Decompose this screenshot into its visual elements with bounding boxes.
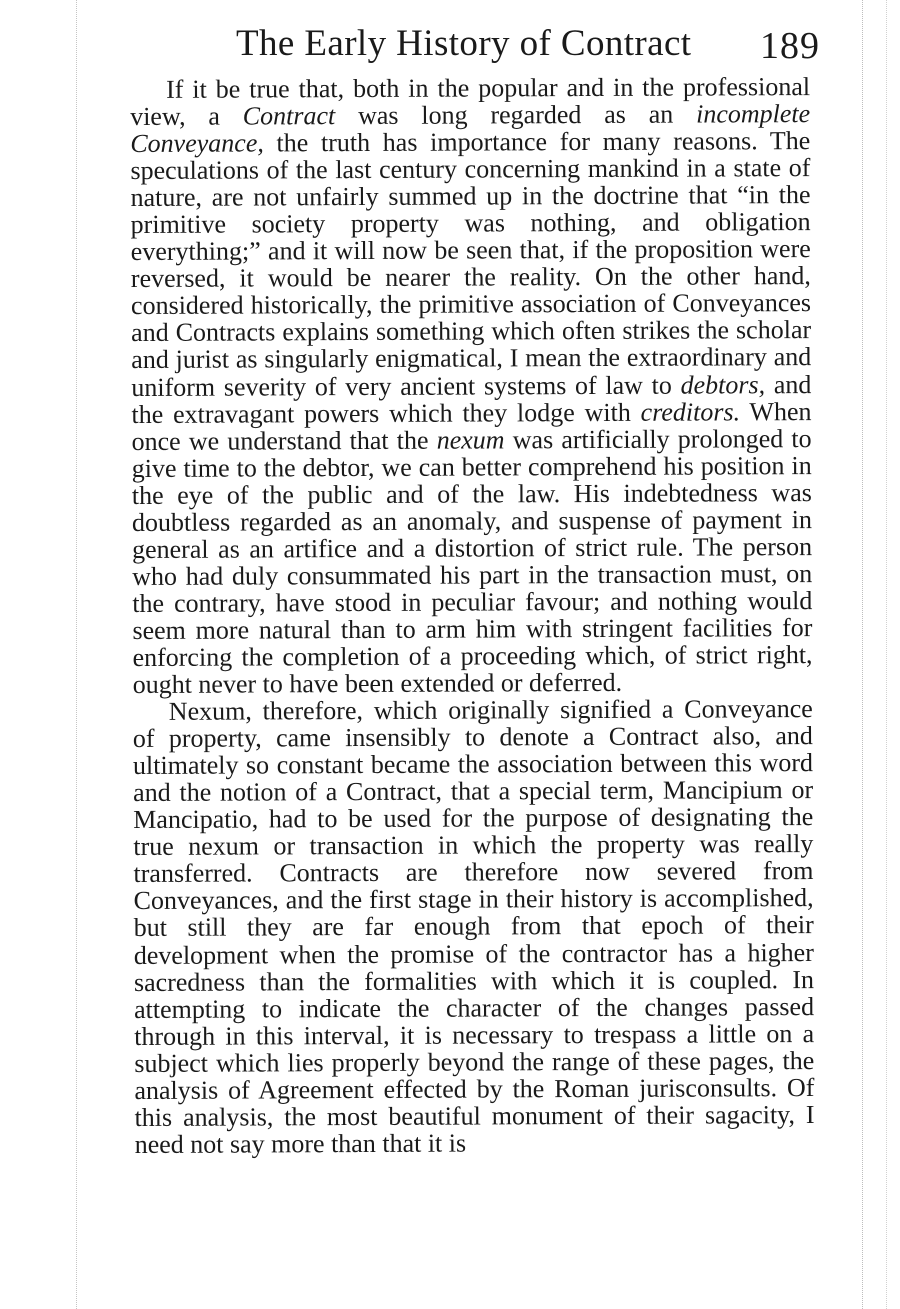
text-run: When once we understand that the	[131, 396, 812, 456]
italic-term: incomplete Conveyance,	[130, 99, 811, 159]
italic-term: nexum	[436, 424, 505, 455]
paragraph-2	[133, 695, 815, 1158]
text-run: was artificially prolonged to give time to the debtor, we can better comprehend his position in the eye of the public and of the law. His indebtedness was doubtless regarded as an anomaly, and suspense of payment in general as an artifice and a distortion of strict rule. The person who had duly consummated his part in the transaction must, on the contrary, have stood in peculiar favour; and nothing would seem more natural than to arm him with stringent facilities for enforcing the completion of a proceeding which, of strict right, ought never to have been extended or deferred.	[131, 423, 813, 700]
text-run: If it be true that, both in the popular and in the professional view, a	[130, 72, 811, 132]
paragraph-1	[130, 73, 813, 698]
right-margin-dots	[862, 0, 863, 1309]
page-body	[130, 73, 815, 1158]
text-run: was long regarded as an	[335, 99, 697, 131]
text-run: the truth has importance for many reasons. The speculations of the last century concerning mankind in a state of nature, are not unfairly summed up in the doctrine that “in the primitive society property was nothing, and obligation everything;” and it will now be seen that, if the proposition were reversed, it would be nearer the reality. On the other hand, considered historically, the primitive association of Conveyances and Contracts explains something which often strikes the scholar and jurist as singularly enigmatical, I mean the extraordinary and uniform severity of very ancient systems of law to	[130, 126, 812, 402]
text-run: Nexum, therefore, which originally signified a Conveyance of property, came insensibly to denote a Contract also, and ultimately so constant became the association between this word and the notion of a Contract, that a special term, Mancipium or Mancipatio, had to be used for the purpose of designating the true nexum or transaction in which the property was really transferred. Contracts are therefore now severed from Conveyances, and the first stage in their history is accomplished, but still they are far enough from that epoch of their development when the promise of the contractor has a higher sacredness than the formalities with which it is coupled. In attempting to indicate the character of the changes passed through in this interval, it is necessary to trespass a little on a subject which lies properly beyond the range of these pages, the analysis of Agreement effected by the Roman jurisconsults. Of this analysis, the most beautiful monument of their sagacity, I need not say more than that it is	[132, 694, 815, 1159]
italic-term: Contract	[242, 101, 336, 131]
italic-term: creditors.	[640, 396, 741, 427]
running-title: The Early History of Contract	[236, 23, 692, 64]
left-margin-dots	[76, 0, 77, 1309]
page-number: 189	[760, 25, 820, 67]
page-header	[236, 22, 826, 78]
text-run: and the extravagant powers which they lodge with	[131, 369, 812, 429]
italic-term: debtors,	[680, 369, 766, 400]
right-edge-dots	[886, 0, 887, 1309]
